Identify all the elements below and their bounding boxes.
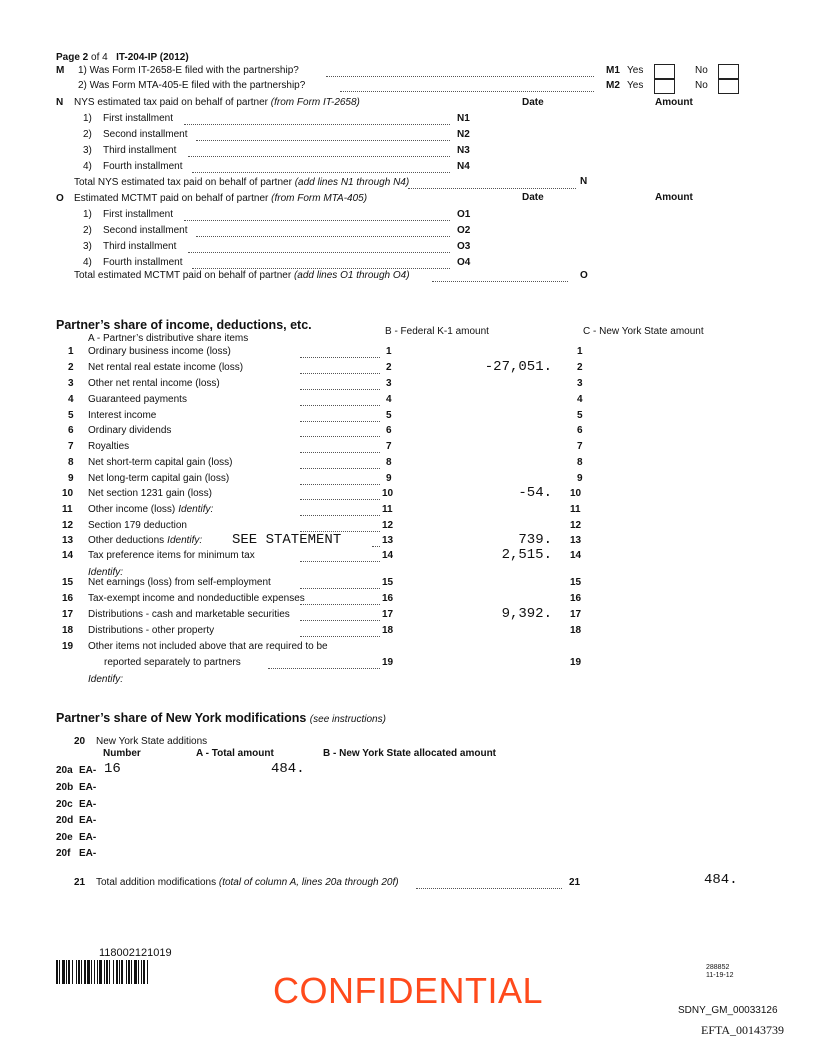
line21-number: 21 <box>74 877 86 888</box>
line-number: 9 <box>68 473 74 484</box>
leader-dots <box>300 561 380 562</box>
n4-label: Fourth installment <box>103 161 183 172</box>
col-c-line-code: 19 <box>570 657 582 668</box>
col-c-line-code: 7 <box>577 441 583 452</box>
line-number: 10 <box>62 488 74 499</box>
col-b-amount: -54. <box>518 485 552 501</box>
line-label-text: Other net rental income (loss) <box>88 378 220 389</box>
line21-note: (total of column A, lines 20a through 20f) <box>218 877 399 888</box>
leader-dots <box>300 357 380 358</box>
o3-code: O3 <box>457 241 471 252</box>
line21-code: 21 <box>569 877 581 888</box>
o-total-label <box>74 270 410 281</box>
section-o-title <box>74 193 367 204</box>
n1-code: N1 <box>457 113 470 124</box>
line-number: 17 <box>62 609 74 620</box>
line-label-text: Ordinary dividends <box>88 425 172 436</box>
col-b-amount: 9,392. <box>501 606 552 622</box>
m1-yes-checkbox[interactable] <box>654 64 675 79</box>
n-total-text: Total NYS estimated tax paid on behalf of partner <box>74 177 292 188</box>
line-label <box>88 410 156 421</box>
n-total-label <box>74 177 409 188</box>
line-label-text: Net section 1231 gain (loss) <box>88 488 212 499</box>
mods-title-text: Partner’s share of New York modifications <box>56 711 307 725</box>
m2-code: M2 <box>606 80 620 91</box>
line-number: 18 <box>62 625 74 636</box>
col-c-line-code: 12 <box>570 520 582 531</box>
o1-label: First installment <box>103 209 174 220</box>
col-c-line-code: 13 <box>570 535 582 546</box>
line-label <box>88 625 214 636</box>
line-label-text: Interest income <box>88 410 157 421</box>
section-m-q2: 2) Was Form MTA-405-E filed with the partnership? <box>78 80 306 91</box>
col-c-line-code: 15 <box>570 577 582 588</box>
line-label <box>88 346 231 357</box>
col-b-line-code: 6 <box>386 425 392 436</box>
section-m-letter: M <box>56 65 65 76</box>
m1-code: M1 <box>606 65 620 76</box>
n-total-note: (add lines N1 through N4) <box>294 177 410 188</box>
form-code-number: 288852 <box>706 964 730 971</box>
mod-prefix: EA- <box>79 848 97 859</box>
line-number: 8 <box>68 457 74 468</box>
col-b-line-code: 15 <box>382 577 394 588</box>
line-number: 5 <box>68 410 74 421</box>
col-c-line-code: 10 <box>570 488 582 499</box>
line-number: 12 <box>62 520 74 531</box>
line-number: 7 <box>68 441 74 452</box>
leader-dots <box>300 636 380 637</box>
line-label <box>88 394 187 405</box>
o-amount-header: Amount <box>655 192 693 203</box>
leader-dots <box>300 373 380 374</box>
barcode-number: 118002121019 <box>99 947 172 959</box>
m1-no-label: No <box>695 65 708 76</box>
leader-dots <box>300 588 380 589</box>
leader-dots <box>300 620 380 621</box>
mod-prefix: EA- <box>79 765 97 776</box>
m2-no-checkbox[interactable] <box>718 79 739 94</box>
line-label-text: Distributions - cash and marketable securities <box>88 609 290 620</box>
section-n-letter: N <box>56 97 64 108</box>
leader-dots <box>196 140 450 141</box>
col-b-line-code: 8 <box>386 457 392 468</box>
line-label-text: Royalties <box>88 441 130 452</box>
col-b-line-code: 16 <box>382 593 394 604</box>
line-label-text: Section 179 deduction <box>88 520 187 531</box>
section-o-letter: O <box>56 193 64 204</box>
o1-code: O1 <box>457 209 471 220</box>
n4-num: 4) <box>83 161 92 172</box>
line-number: 16 <box>62 593 74 604</box>
col-b-line-code: 3 <box>386 378 392 389</box>
m2-yes-label: Yes <box>627 80 644 91</box>
col-c-line-code: 3 <box>577 378 583 389</box>
line-label-text: Tax preference items for minimum tax <box>88 550 255 561</box>
col-c-line-code: 9 <box>577 473 583 484</box>
line-number: 1 <box>68 346 74 357</box>
mod-amount-value: 484. <box>271 761 305 777</box>
line-label-text: Net earnings (loss) from self-employment <box>88 577 271 588</box>
line-number: 15 <box>62 577 74 588</box>
col-c-line-code: 18 <box>570 625 582 636</box>
leader-dots <box>300 604 380 605</box>
line21-label <box>96 877 399 888</box>
n-total-code: N <box>580 176 588 187</box>
col-b-line-code: 4 <box>386 394 392 405</box>
line-label-text: Other deductions <box>88 535 165 546</box>
income-col-c-header: C - New York State amount <box>583 326 704 337</box>
leader-dots <box>300 484 380 485</box>
line-label <box>88 593 305 604</box>
n-date-header: Date <box>522 97 544 108</box>
o3-label: Third installment <box>103 241 177 252</box>
m1-yes-label: Yes <box>627 65 644 76</box>
page-of: of 4 <box>91 52 108 63</box>
line-label <box>88 457 233 468</box>
line-label-text: Other items not included above that are required to be <box>88 641 328 652</box>
line19-identify: Identify: <box>88 674 124 685</box>
o-total-text: Total estimated MCTMT paid on behalf of partner <box>74 270 292 281</box>
page-header <box>56 52 189 63</box>
income-section-title: Partner’s share of income, deductions, etc. <box>56 318 312 332</box>
leader-dots <box>300 389 380 390</box>
line-label <box>88 441 129 452</box>
leader-dots <box>300 515 380 516</box>
leader-dots <box>300 452 380 453</box>
leader-dots <box>188 156 450 157</box>
leader-dots <box>432 281 568 282</box>
section-o-source: (from Form MTA-405) <box>271 193 368 204</box>
line-number: 3 <box>68 378 74 389</box>
line13-statement-note: SEE STATEMENT <box>232 532 342 548</box>
col-c-line-code: 6 <box>577 425 583 436</box>
line-label <box>88 473 229 484</box>
mods-col-b: B - New York State allocated amount <box>323 748 497 759</box>
col-b-line-code: 14 <box>382 550 394 561</box>
line-label <box>88 641 328 652</box>
line-label-text: Net rental real estate income (loss) <box>88 362 244 373</box>
leader-dots <box>372 546 380 547</box>
line-label <box>88 609 290 620</box>
n4-code: N4 <box>457 161 470 172</box>
line-label <box>88 362 243 373</box>
line-label <box>88 577 271 588</box>
identify-label: Identify: <box>178 504 214 515</box>
leader-dots <box>408 188 576 189</box>
o2-code: O2 <box>457 225 471 236</box>
leader-dots <box>192 172 450 173</box>
line-label-text: Tax-exempt income and nondeductible expenses <box>88 593 305 604</box>
o-total-code: O <box>580 270 588 281</box>
line-label-text: Net short-term capital gain (loss) <box>88 457 233 468</box>
line-label-text: Other income (loss) <box>88 504 176 515</box>
m2-no-label: No <box>695 80 708 91</box>
leader-dots <box>268 668 380 669</box>
o2-label: Second installment <box>103 225 188 236</box>
page-number: Page 2 <box>56 52 89 63</box>
line21-value: 484. <box>704 872 738 888</box>
col-b-line-code: 2 <box>386 362 392 373</box>
mod-line-number: 20a <box>56 765 73 776</box>
o4-label: Fourth installment <box>103 257 183 268</box>
section-m-q1: 1) Was Form IT-2658-E filed with the partnership? <box>78 65 299 76</box>
col-b-line-code: 17 <box>382 609 394 620</box>
leader-dots <box>196 236 450 237</box>
m2-yes-checkbox[interactable] <box>654 79 675 94</box>
line-label <box>88 504 213 515</box>
col-b-line-code: 19 <box>382 657 394 668</box>
leader-dots <box>184 220 450 221</box>
section-n-title-text: NYS estimated tax paid on behalf of partner <box>74 97 269 108</box>
col-c-line-code: 1 <box>577 346 583 357</box>
line-number: 6 <box>68 425 74 436</box>
line-label <box>88 378 220 389</box>
bates-number: SDNY_GM_00033126 <box>678 1005 778 1016</box>
n2-label: Second installment <box>103 129 188 140</box>
line-number: 14 <box>62 550 74 561</box>
col-c-line-code: 2 <box>577 362 583 373</box>
line-label-text: Guaranteed payments <box>88 394 187 405</box>
mod-line-number: 20e <box>56 832 73 843</box>
mods-title-note: (see instructions) <box>309 714 386 725</box>
n3-label: Third installment <box>103 145 177 156</box>
mod-line-number: 20c <box>56 799 73 810</box>
mods-col-a: A - Total amount <box>196 748 274 759</box>
n1-label: First installment <box>103 113 174 124</box>
line21-label-text: Total addition modifications <box>96 877 217 888</box>
n-amount-header: Amount <box>655 97 693 108</box>
col-c-line-code: 17 <box>570 609 582 620</box>
col-b-line-code: 13 <box>382 535 394 546</box>
mod-prefix: EA- <box>79 799 97 810</box>
n2-code: N2 <box>457 129 470 140</box>
col-c-line-code: 5 <box>577 410 583 421</box>
mod-line-number: 20b <box>56 782 74 793</box>
col-b-line-code: 10 <box>382 488 394 499</box>
leader-dots <box>326 76 594 77</box>
line-label <box>88 520 187 531</box>
leader-dots <box>300 405 380 406</box>
efta-number: EFTA_00143739 <box>701 1023 785 1037</box>
line14-identify: Identify: <box>88 567 124 578</box>
col-b-line-code: 9 <box>386 473 392 484</box>
col-c-line-code: 8 <box>577 457 583 468</box>
line-label <box>88 535 202 546</box>
col-c-line-code: 4 <box>577 394 583 405</box>
leader-dots <box>300 436 380 437</box>
leader-dots <box>300 421 380 422</box>
line-number: 19 <box>62 641 74 652</box>
line-number: 11 <box>62 504 73 515</box>
line-number: 4 <box>68 394 74 405</box>
o-date-header: Date <box>522 192 544 203</box>
col-c-line-code: 14 <box>570 550 582 561</box>
col-b-line-code: 1 <box>386 346 392 357</box>
confidential-stamp: CONFIDENTIAL <box>272 970 544 1011</box>
col-c-line-code: 11 <box>570 504 581 515</box>
line-label-text: Net long-term capital gain (loss) <box>88 473 230 484</box>
line-label <box>88 550 255 561</box>
line-number: 2 <box>68 362 74 373</box>
o2-num: 2) <box>83 225 92 236</box>
n1-num: 1) <box>83 113 92 124</box>
col-c-line-code: 16 <box>570 593 582 604</box>
form-code-date: 11-19-12 <box>706 972 734 979</box>
o4-code: O4 <box>457 257 471 268</box>
line-label-continued: reported separately to partners <box>104 657 241 668</box>
o-total-note: (add lines O1 through O4) <box>293 270 410 281</box>
col-b-amount: -27,051. <box>484 359 552 375</box>
col-b-amount: 739. <box>518 532 552 548</box>
leader-dots <box>300 499 380 500</box>
n2-num: 2) <box>83 129 92 140</box>
leader-dots <box>184 124 450 125</box>
o1-num: 1) <box>83 209 92 220</box>
m1-no-checkbox[interactable] <box>718 64 739 79</box>
mods-col-number: Number <box>103 748 141 759</box>
col-b-line-code: 11 <box>382 504 393 515</box>
leader-dots <box>416 888 562 889</box>
form-id: IT-204-IP (2012) <box>116 52 189 63</box>
line-label-text: Distributions - other property <box>88 625 215 636</box>
n3-code: N3 <box>457 145 470 156</box>
line-label <box>88 425 171 436</box>
col-b-line-code: 18 <box>382 625 394 636</box>
mod-line-number: 20d <box>56 815 74 826</box>
col-b-line-code: 7 <box>386 441 392 452</box>
line20-number: 20 <box>74 736 86 747</box>
col-b-line-code: 12 <box>382 520 394 531</box>
section-o-title-text: Estimated MCTMT paid on behalf of partner <box>74 193 269 204</box>
mod-line-number: 20f <box>56 848 71 859</box>
mod-number-value: 16 <box>104 761 121 777</box>
leader-dots <box>192 268 450 269</box>
mod-prefix: EA- <box>79 815 97 826</box>
leader-dots <box>188 252 450 253</box>
mod-prefix: EA- <box>79 832 97 843</box>
line20-label: New York State additions <box>96 736 208 747</box>
line-number: 13 <box>62 535 74 546</box>
col-b-line-code: 5 <box>386 410 392 421</box>
col-b-amount: 2,515. <box>501 547 552 563</box>
o4-num: 4) <box>83 257 92 268</box>
n3-num: 3) <box>83 145 92 156</box>
section-n-title <box>74 97 360 108</box>
income-col-b-header: B - Federal K-1 amount <box>385 326 489 337</box>
section-n-source: (from Form IT-2658) <box>270 97 360 108</box>
income-col-a-header: A - Partner’s distributive share items <box>88 333 249 344</box>
line-label <box>88 488 212 499</box>
leader-dots <box>340 91 594 92</box>
mod-prefix: EA- <box>79 782 97 793</box>
o3-num: 3) <box>83 241 92 252</box>
leader-dots <box>300 468 380 469</box>
mods-section-title <box>56 711 386 725</box>
identify-label: Identify: <box>167 535 203 546</box>
line-label-text: Ordinary business income (loss) <box>88 346 231 357</box>
